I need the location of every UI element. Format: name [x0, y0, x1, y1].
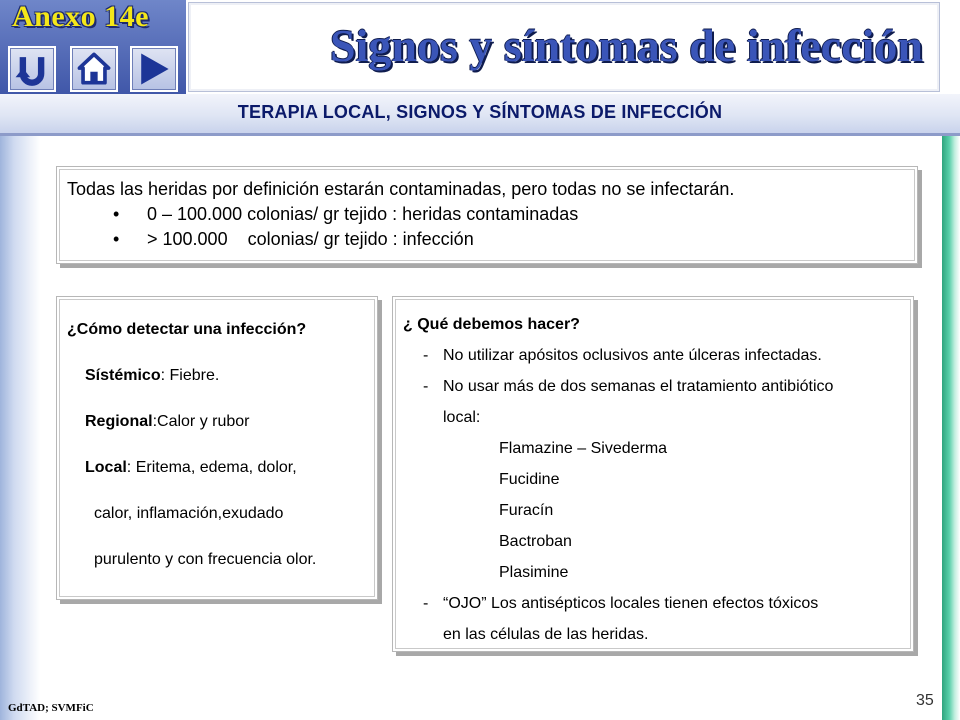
action-text: No usar más de dos semanas el tratamiento antibiótico — [443, 378, 834, 395]
subtitle-band — [0, 94, 960, 136]
systemic-line — [67, 361, 377, 407]
dash-marker: - — [423, 378, 429, 395]
dash-marker: - — [423, 347, 429, 364]
intro-text: Todas las heridas por definición estarán contaminadas, pero todas no se infectarán. — [67, 179, 735, 199]
local-continuation: calor, inflamación,exudado — [94, 505, 284, 522]
bullet-icon: • — [113, 229, 120, 249]
bullet-text: 0 – 100.000 colonias/ gr tejido : heridas contaminadas — [147, 204, 579, 224]
decorative-side-bar — [942, 136, 960, 720]
action-item — [403, 340, 913, 371]
medication-item: Furacín — [499, 502, 554, 519]
title-panel — [188, 2, 940, 92]
regional-line — [67, 407, 377, 453]
local-continuation: purulento y con frecuencia olor. — [94, 551, 317, 568]
action-continuation: local: — [443, 409, 481, 426]
dash-marker: - — [423, 595, 429, 612]
detect-infection-box — [56, 296, 378, 600]
back-button[interactable] — [8, 46, 56, 92]
local-line — [67, 453, 377, 499]
footer-credit: GdTAD; SVMFiC — [8, 702, 94, 714]
local-label: Local — [85, 459, 127, 476]
intro-box — [56, 166, 918, 264]
u-turn-back-icon — [10, 48, 54, 90]
local-text: : Eritema, edema, dolor, — [126, 459, 297, 476]
next-button[interactable] — [130, 46, 178, 92]
medication-item: Fucidine — [499, 471, 560, 488]
systemic-label: Sístémico — [85, 367, 161, 384]
list-item — [67, 227, 917, 252]
action-item — [403, 371, 913, 402]
medication-item: Plasimine — [499, 564, 569, 581]
page-number: 35 — [916, 692, 934, 709]
bullet-icon: • — [113, 204, 120, 224]
regional-label: Regional — [85, 413, 153, 430]
list-item — [67, 202, 917, 227]
play-next-icon — [132, 48, 176, 90]
section-subtitle: TERAPIA LOCAL, SIGNOS Y SÍNTOMAS DE INFECCIÓN — [237, 102, 723, 122]
action-question: ¿ Qué debemos hacer? — [403, 316, 580, 333]
bullet-text: > 100.000 colonias/ gr tejido : infección — [147, 229, 474, 249]
home-button[interactable] — [70, 46, 118, 92]
home-icon — [72, 48, 116, 90]
detect-question: ¿Cómo detectar una infección? — [67, 321, 307, 338]
medication-item: Flamazine – Sivederma — [499, 440, 668, 457]
annex-label: Anexo 14e — [12, 0, 149, 33]
action-continuation: en las células de las heridas. — [443, 626, 649, 643]
action-text: No utilizar apósitos oclusivos ante úlceras infectadas. — [443, 347, 822, 364]
action-text: “OJO” Los antisépticos locales tienen efectos tóxicos — [443, 595, 819, 612]
page-title: Signos y síntomas de infección — [330, 20, 923, 71]
what-to-do-box — [392, 296, 914, 652]
medication-item: Bactroban — [499, 533, 572, 550]
regional-text: :Calor y rubor — [152, 413, 250, 430]
action-item — [403, 588, 913, 619]
systemic-text: : Fiebre. — [160, 367, 220, 384]
